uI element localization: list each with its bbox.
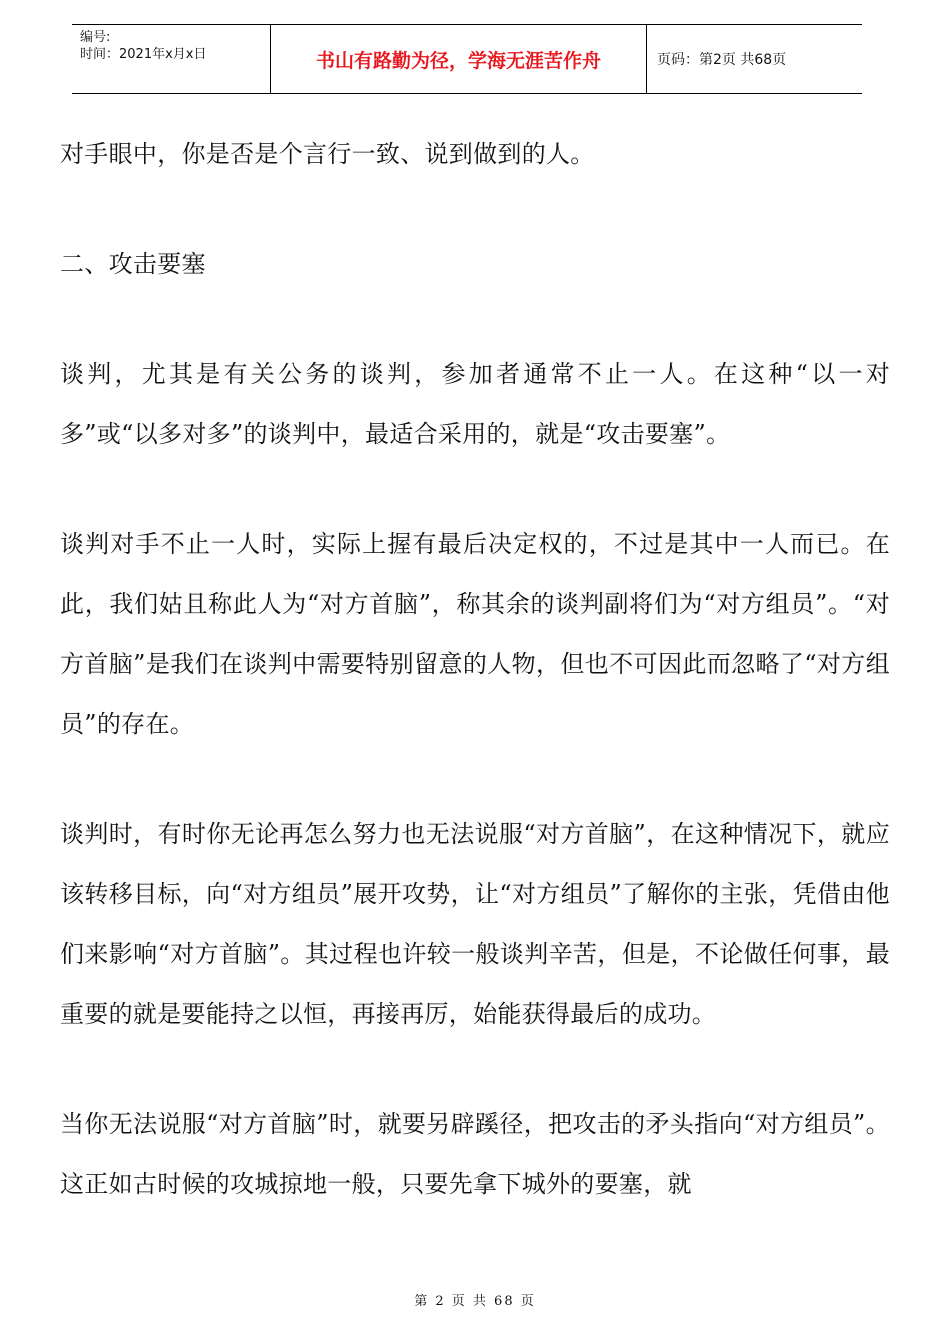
paragraph: 当你无法说服“对方首脑”时，就要另辟蹊径，把攻击的矛头指向“对方组员”。这正如古时候的攻城掠地一般，只要先拿下城外的要塞，就	[60, 1110, 890, 1198]
paragraph: 谈判，尤其是有关公务的谈判，参加者通常不止一人。在这种“以一对多”或“以多对多”的谈判中，最适合采用的，就是“攻击要塞”。	[60, 360, 890, 448]
document-date: 时间：2021年x月x日	[80, 47, 207, 62]
paragraph: 对手眼中，你是否是个言行一致、说到做到的人。	[60, 140, 595, 168]
document-body	[60, 124, 890, 1214]
header-meta	[72, 25, 271, 93]
section-heading: 二、攻击要塞	[60, 250, 206, 278]
paragraph: 谈判时，有时你无论再怎么努力也无法说服“对方首脑”，在这种情况下，就应该转移目标，向“对方组员”展开攻势，让“对方组员”了解你的主张，凭借由他们来影响“对方首脑”。其过程也许较一般谈判辛苦，但是，不论做任何事，最重要的就是要能持之以恒，再接再厉，始能获得最后的成功。	[60, 820, 890, 1028]
document-number-label: 编号:	[80, 30, 111, 45]
paragraph: 谈判对手不止一人时，实际上握有最后决定权的，不过是其中一人而已。在此，我们姑且称此人为“对方首脑”，称其余的谈判副将们为“对方组员”。“对方首脑”是我们在谈判中需要特别留意的人物，但也不可因此而忽略了“对方组员”的存在。	[60, 530, 890, 738]
header-page-info: 页码：第2页 共68页	[657, 52, 787, 68]
page-header	[72, 24, 862, 94]
header-motto: 书山有路勤为径，学海无涯苦作舟	[271, 25, 647, 93]
page-footer: 第 2 页 共 68 页	[414, 1294, 536, 1309]
